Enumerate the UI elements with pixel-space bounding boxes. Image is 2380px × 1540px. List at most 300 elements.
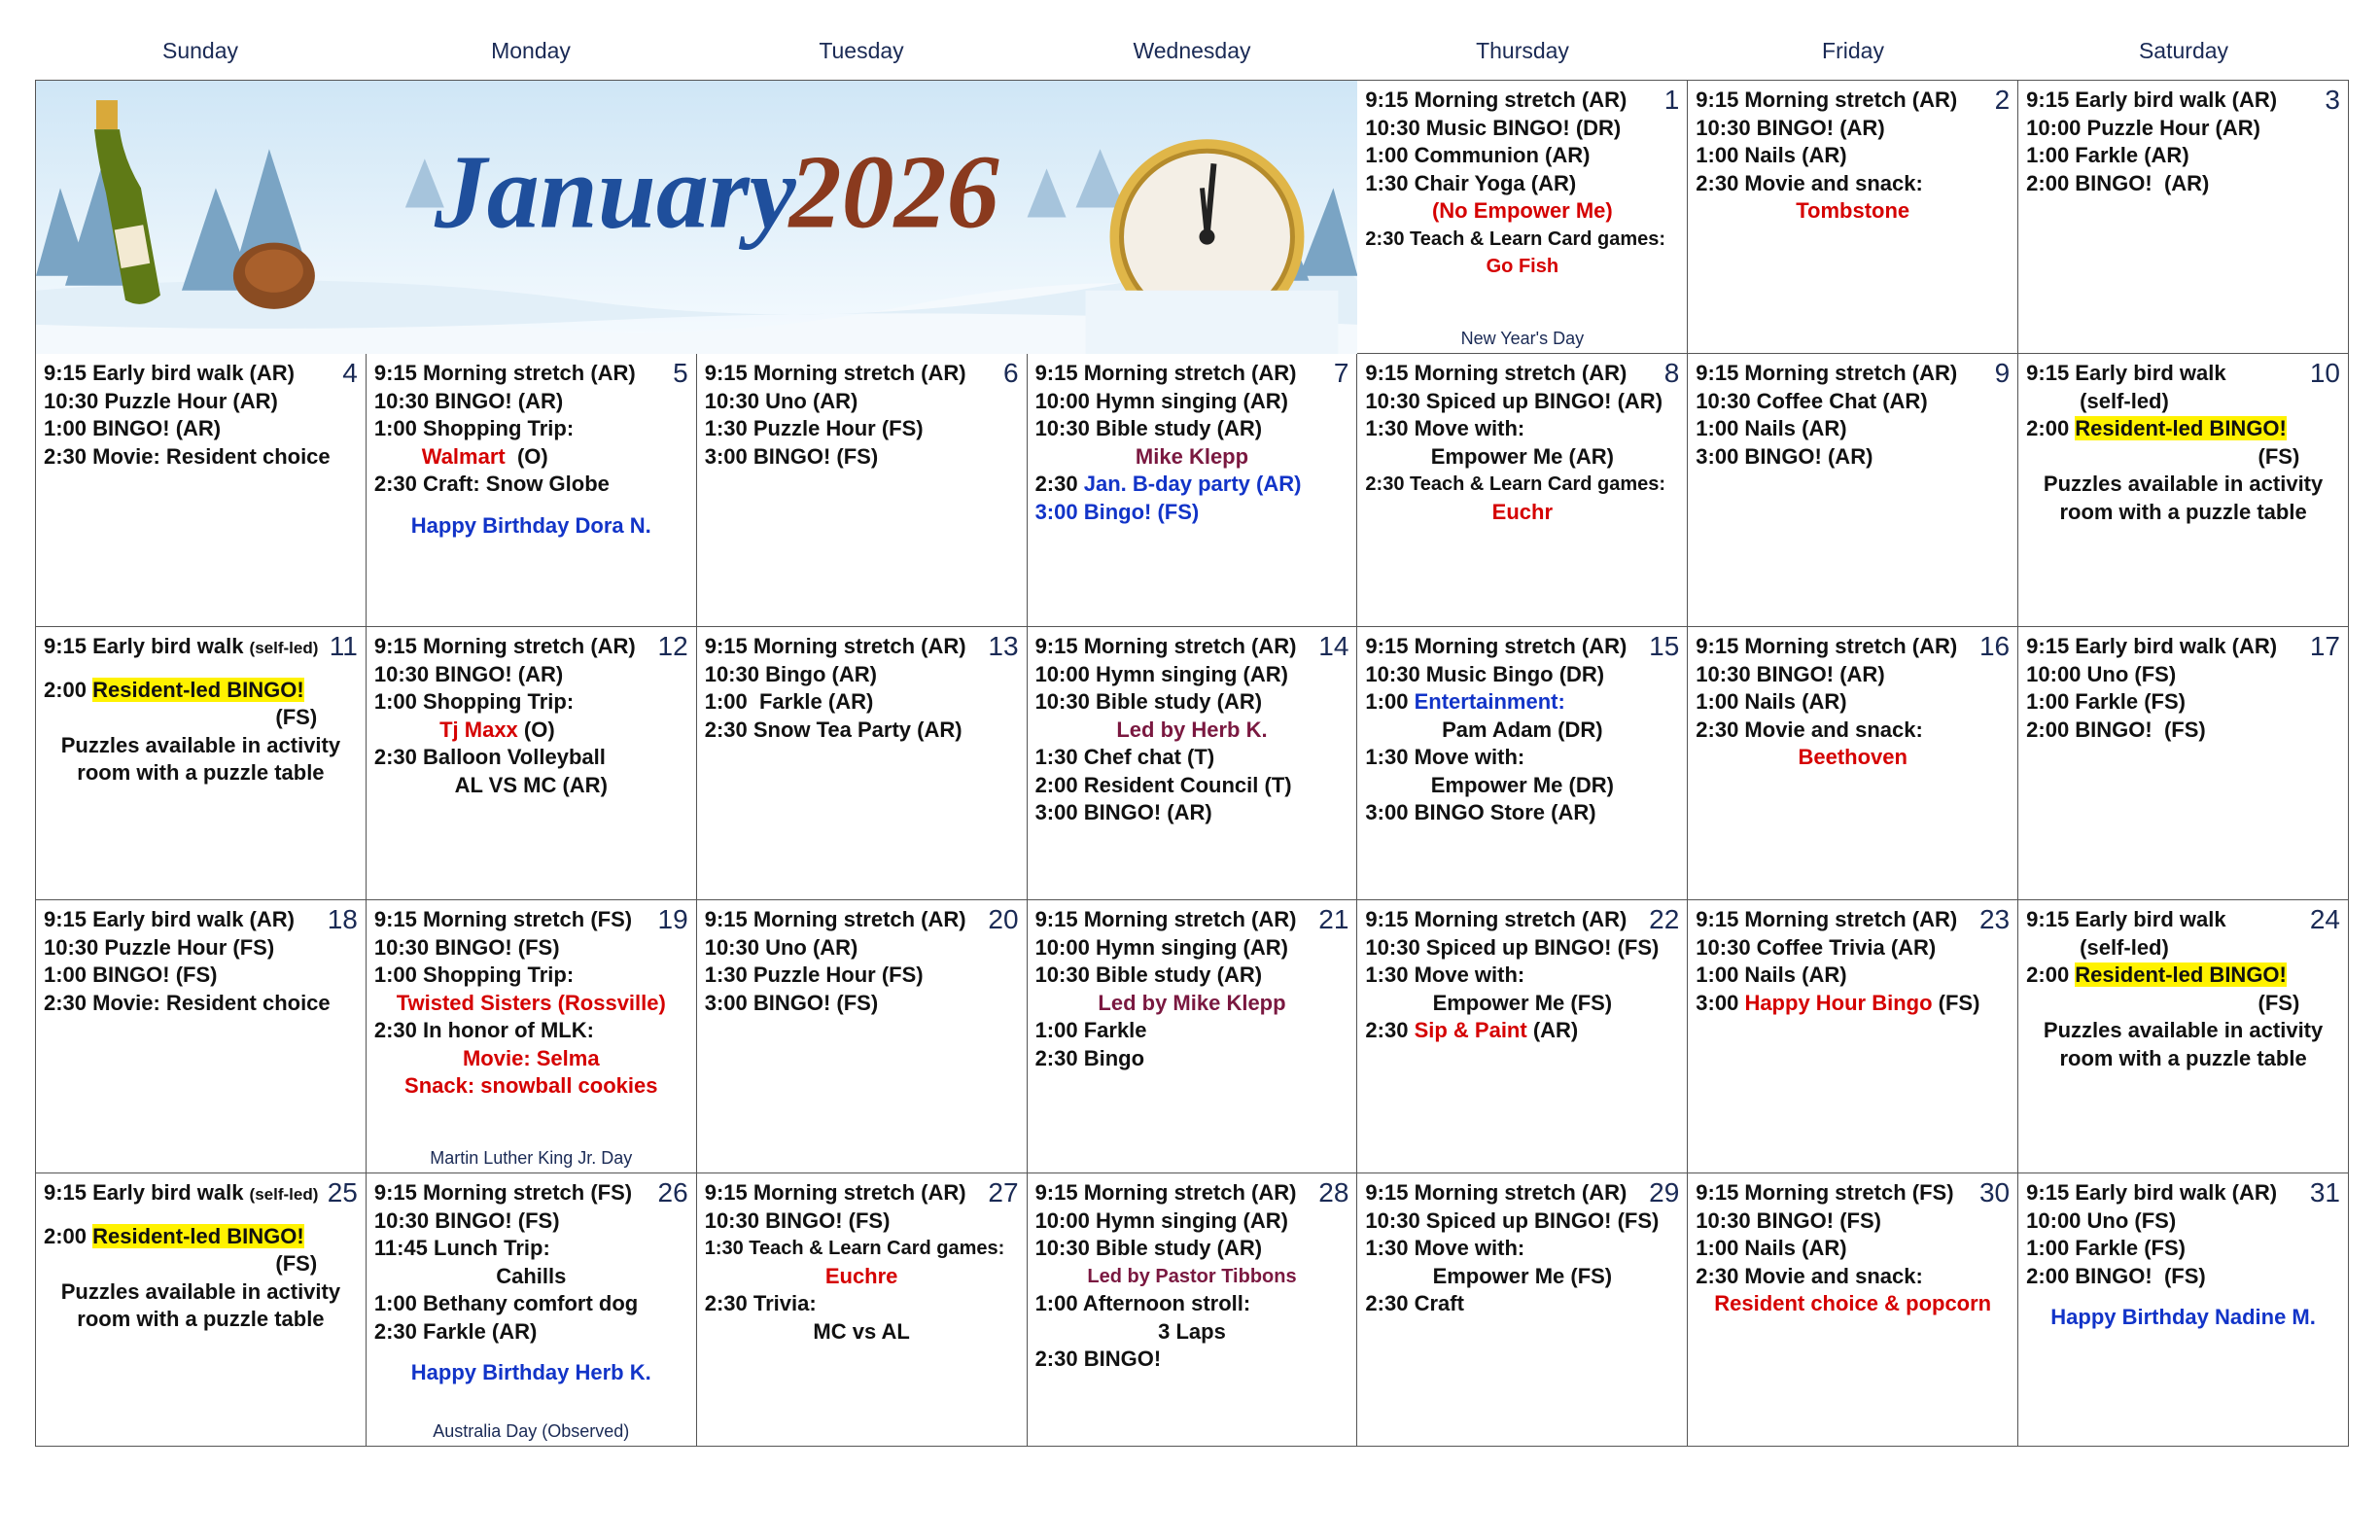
day-cell bbox=[1357, 900, 1688, 1173]
event-line bbox=[2026, 443, 2340, 472]
event-line bbox=[705, 661, 1019, 689]
event-text: 2:30 Balloon Volleyball bbox=[373, 745, 606, 769]
event-text: (FS) bbox=[44, 1251, 318, 1276]
event-text: 9:15 Morning stretch (AR) bbox=[704, 361, 966, 385]
event-text: 10:30 Bible study (AR) bbox=[1034, 962, 1263, 987]
day-cell bbox=[697, 900, 1028, 1173]
event-line bbox=[1365, 197, 1679, 226]
event-text: 1:00 Nails (AR) bbox=[1696, 1236, 1847, 1260]
event-text: 10:30 Puzzle Hour (AR) bbox=[44, 388, 278, 413]
event-line bbox=[1365, 906, 1679, 934]
event-text: 10:30 Coffee Trivia (AR) bbox=[1696, 934, 1937, 960]
event-line bbox=[2026, 388, 2340, 416]
event-line bbox=[2026, 661, 2340, 689]
event-line bbox=[1696, 1235, 2010, 1263]
day-cell bbox=[367, 1173, 697, 1447]
event-text: (O) bbox=[517, 717, 555, 742]
event-text: (FS) bbox=[2026, 443, 2300, 469]
event-line bbox=[705, 415, 1019, 443]
event-text: 1:00 Nails (AR) bbox=[1696, 416, 1847, 440]
day-number: 29 bbox=[1649, 1177, 1680, 1208]
event-line bbox=[2026, 717, 2340, 745]
event-text: 1:30 Chef chat (T) bbox=[1034, 745, 1215, 769]
day-cell bbox=[367, 900, 697, 1173]
weekday-tuesday: Tuesday bbox=[819, 38, 904, 63]
event-text: 1:30 Move with: bbox=[1365, 962, 1525, 987]
day-number: 12 bbox=[657, 631, 688, 661]
event-line bbox=[1365, 499, 1679, 527]
event-text: 9:15 Early bird walk (AR) bbox=[44, 907, 295, 931]
day-number: 27 bbox=[988, 1177, 1019, 1208]
event-text: 1:30 Move with: bbox=[1365, 416, 1525, 440]
event-text: 1:00 Farkle (FS) bbox=[2026, 1236, 2186, 1260]
event-line bbox=[2026, 1235, 2340, 1263]
event-line bbox=[1035, 1045, 1349, 1073]
event-text: 9:15 Morning stretch (AR) bbox=[1696, 634, 1958, 658]
day-cell bbox=[1688, 354, 2018, 627]
event-line bbox=[1035, 471, 1349, 499]
event-line bbox=[44, 990, 358, 1018]
event-text: 10:00 Hymn singing (AR) bbox=[1034, 1208, 1288, 1233]
spacer bbox=[44, 1209, 358, 1223]
event-text: Mike Klepp bbox=[1135, 443, 1249, 469]
event-text: 9:15 Early bird walk bbox=[44, 634, 250, 658]
day-number: 28 bbox=[1318, 1177, 1349, 1208]
event-line bbox=[1035, 388, 1349, 416]
event-text: 9:15 Early bird walk (AR) bbox=[2026, 634, 2278, 658]
day-number: 15 bbox=[1649, 631, 1680, 661]
event-text: Puzzles available in activity bbox=[2043, 1018, 2324, 1042]
day-number: 20 bbox=[988, 904, 1019, 934]
day-cell bbox=[2018, 900, 2349, 1173]
event-text: 9:15 Morning stretch (AR) bbox=[1034, 907, 1297, 931]
event-line bbox=[374, 717, 688, 745]
event-line bbox=[1365, 142, 1679, 170]
event-line bbox=[1365, 1263, 1679, 1291]
event-text: Led by Herb K. bbox=[1116, 717, 1268, 742]
event-line bbox=[1365, 115, 1679, 143]
event-line bbox=[374, 744, 688, 772]
event-text: Snack: snowball cookies bbox=[404, 1073, 658, 1098]
event-text: 9:15 Early bird walk bbox=[2026, 907, 2226, 931]
event-line bbox=[374, 388, 688, 416]
event-text: 9:15 Morning stretch (AR) bbox=[704, 907, 966, 931]
event-text: 2:30 bbox=[1365, 1018, 1415, 1042]
event-text: 1:00 Shopping Trip: bbox=[373, 416, 575, 440]
event-line bbox=[44, 1223, 358, 1251]
day-cell bbox=[1357, 81, 1688, 354]
event-line bbox=[1696, 934, 2010, 962]
event-text: 10:30 Bingo (AR) bbox=[704, 661, 877, 686]
day-number: 2 bbox=[1994, 85, 2011, 115]
event-text: Movie: Selma bbox=[462, 1045, 600, 1070]
event-text: 11:45 Lunch Trip: bbox=[373, 1236, 550, 1260]
day-cell bbox=[36, 900, 367, 1173]
event-line bbox=[1035, 415, 1349, 443]
event-line bbox=[2026, 499, 2340, 527]
event-text: Resident-led BINGO! bbox=[92, 677, 304, 702]
event-line bbox=[374, 443, 688, 472]
event-text: 2:30 Teach & Learn Card games: bbox=[1365, 473, 1666, 495]
event-text: 10:30 Spiced up BINGO! (AR) bbox=[1365, 388, 1663, 413]
event-text: 2:30 In honor of MLK: bbox=[373, 1018, 594, 1042]
event-line bbox=[1696, 990, 2010, 1018]
event-text: Entertainment: bbox=[1414, 689, 1565, 714]
event-line bbox=[2026, 1208, 2340, 1236]
event-line bbox=[44, 360, 358, 388]
event-text: 10:30 Bible study (AR) bbox=[1034, 416, 1263, 440]
event-line bbox=[1035, 1263, 1349, 1291]
event-line bbox=[705, 1179, 1019, 1208]
event-text: 2:30 Movie: Resident choice bbox=[44, 443, 331, 469]
event-line bbox=[1035, 1179, 1349, 1208]
event-line bbox=[2026, 1263, 2340, 1291]
event-text: 2:00 bbox=[44, 677, 93, 702]
event-text: Tj Maxx bbox=[439, 717, 518, 742]
event-line bbox=[374, 1017, 688, 1045]
event-text: 9:15 Morning stretch (AR) bbox=[1365, 634, 1628, 658]
event-text: room with a puzzle table bbox=[77, 760, 325, 785]
event-line bbox=[1365, 471, 1679, 499]
event-line bbox=[1365, 1290, 1679, 1318]
event-line bbox=[1696, 633, 2010, 661]
event-line bbox=[1365, 990, 1679, 1018]
event-text: 2:30 Movie: Resident choice bbox=[44, 990, 331, 1015]
event-line bbox=[705, 633, 1019, 661]
weekday-friday: Friday bbox=[1822, 38, 1884, 63]
event-line bbox=[44, 1179, 358, 1209]
event-line bbox=[1035, 1017, 1349, 1045]
event-line bbox=[705, 1208, 1019, 1236]
event-line bbox=[705, 1235, 1019, 1263]
event-text: 1:00 bbox=[1365, 689, 1415, 714]
spacer bbox=[2026, 1290, 2340, 1304]
event-text: Empower Me (AR) bbox=[1430, 443, 1614, 469]
weekday-header bbox=[35, 29, 2349, 72]
event-text: 10:00 Hymn singing (AR) bbox=[1034, 388, 1288, 413]
event-text: 9:15 Morning stretch (AR) bbox=[1365, 88, 1628, 112]
event-line bbox=[44, 443, 358, 472]
event-line bbox=[2026, 990, 2340, 1018]
day-cell bbox=[36, 354, 367, 627]
calendar-grid bbox=[35, 80, 2349, 1447]
event-line bbox=[374, 1263, 688, 1291]
event-line bbox=[2026, 1304, 2340, 1332]
event-text: 9:15 Morning stretch (AR) bbox=[1365, 907, 1628, 931]
event-text: 10:30 Spiced up BINGO! (FS) bbox=[1365, 1208, 1660, 1233]
day-cell bbox=[1688, 81, 2018, 354]
event-text: 10:30 BINGO! (AR) bbox=[1696, 115, 1885, 140]
day-cell bbox=[1028, 354, 1358, 627]
day-cell bbox=[1357, 1173, 1688, 1447]
event-text: 2:30 Teach & Learn Card games: bbox=[1365, 228, 1666, 250]
event-text: (self-led) bbox=[249, 1185, 319, 1204]
event-line bbox=[2026, 170, 2340, 198]
event-text: (self-led) bbox=[2026, 934, 2169, 960]
day-cell bbox=[2018, 81, 2349, 354]
event-line bbox=[1035, 1208, 1349, 1236]
day-cell bbox=[367, 354, 697, 627]
day-number: 30 bbox=[1978, 1177, 2011, 1208]
event-text: 2:30 Farkle (AR) bbox=[373, 1318, 538, 1344]
event-line bbox=[1365, 1017, 1679, 1045]
event-text: Resident-led BINGO! bbox=[92, 1223, 304, 1248]
event-text: 10:30 BINGO! (AR) bbox=[373, 661, 564, 686]
event-text: Euchre bbox=[824, 1263, 898, 1288]
event-line bbox=[374, 633, 688, 661]
day-number: 9 bbox=[1994, 358, 2011, 388]
event-line bbox=[1365, 87, 1679, 115]
event-line bbox=[1035, 1346, 1349, 1374]
event-line bbox=[1035, 744, 1349, 772]
event-line bbox=[2026, 633, 2340, 661]
banner-month: January bbox=[434, 134, 796, 251]
event-text: 9:15 Morning stretch (AR) bbox=[373, 361, 636, 385]
event-text: Cahills bbox=[496, 1263, 567, 1288]
day-cell bbox=[697, 1173, 1028, 1447]
day-cell bbox=[1028, 1173, 1358, 1447]
event-line bbox=[44, 388, 358, 416]
event-text: Resident-led BINGO! bbox=[2075, 962, 2287, 987]
event-text: 9:15 Morning stretch (AR) bbox=[1696, 907, 1958, 931]
event-text: 1:30 Chair Yoga (AR) bbox=[1365, 170, 1577, 195]
event-text: (AR) bbox=[1526, 1018, 1579, 1042]
event-text: 9:15 Early bird walk bbox=[2026, 361, 2226, 385]
event-text: 10:30 BINGO! (FS) bbox=[1696, 1208, 1881, 1233]
event-text: (No Empower Me) bbox=[1431, 198, 1613, 223]
event-text: room with a puzzle table bbox=[2059, 1045, 2307, 1070]
spacer bbox=[374, 499, 688, 512]
event-line bbox=[705, 962, 1019, 990]
event-text: (FS) bbox=[2026, 990, 2300, 1015]
day-number: 14 bbox=[1318, 631, 1349, 661]
event-line bbox=[1696, 197, 2010, 226]
event-line bbox=[2026, 934, 2340, 962]
event-line bbox=[1035, 934, 1349, 962]
day-number: 23 bbox=[1978, 904, 2011, 934]
event-text: 1:30 Puzzle Hour (FS) bbox=[704, 416, 924, 440]
event-text: 2:00 bbox=[44, 1223, 93, 1248]
day-number: 25 bbox=[327, 1177, 358, 1208]
month-banner bbox=[36, 81, 1357, 354]
event-text: Sip & Paint bbox=[1414, 1018, 1527, 1042]
event-text: Euchr bbox=[1491, 499, 1554, 524]
weekday-thursday: Thursday bbox=[1476, 38, 1569, 63]
event-text: 2:30 Craft bbox=[1365, 1291, 1464, 1315]
event-text: (self-led) bbox=[2026, 388, 2169, 413]
event-text: 9:15 Morning stretch (AR) bbox=[1034, 634, 1297, 658]
event-line bbox=[2026, 1017, 2340, 1045]
event-text: 9:15 Morning stretch (AR) bbox=[1696, 88, 1958, 112]
event-text: 1:30 Move with: bbox=[1365, 745, 1525, 769]
event-text: 9:15 Morning stretch (AR) bbox=[1034, 1180, 1297, 1205]
day-number: 1 bbox=[1663, 85, 1680, 115]
event-line bbox=[705, 990, 1019, 1018]
event-line bbox=[374, 990, 688, 1018]
day-number: 19 bbox=[657, 904, 688, 934]
day-cell bbox=[2018, 354, 2349, 627]
event-line bbox=[1696, 415, 2010, 443]
event-line bbox=[2026, 1179, 2340, 1208]
weekday-wednesday: Wednesday bbox=[1133, 38, 1251, 63]
event-text: 10:00 Hymn singing (AR) bbox=[1034, 661, 1288, 686]
event-line bbox=[374, 1045, 688, 1073]
event-text: 9:15 Early bird walk (AR) bbox=[2026, 1180, 2278, 1205]
event-line bbox=[44, 962, 358, 990]
day-number: 26 bbox=[657, 1177, 688, 1208]
day-cell bbox=[1688, 900, 2018, 1173]
event-line bbox=[1696, 1179, 2010, 1208]
event-text: 3:00 BINGO! (FS) bbox=[704, 990, 879, 1015]
event-line bbox=[1696, 115, 2010, 143]
event-line bbox=[1696, 1263, 2010, 1291]
event-line bbox=[1365, 415, 1679, 443]
event-text: 9:15 Morning stretch (FS) bbox=[373, 1180, 633, 1205]
day-cell bbox=[1357, 627, 1688, 900]
event-line bbox=[374, 1072, 688, 1101]
event-line bbox=[1696, 142, 2010, 170]
event-text: 9:15 Morning stretch (FS) bbox=[373, 907, 633, 931]
holiday-label: Martin Luther King Jr. Day bbox=[430, 1148, 633, 1168]
event-line bbox=[2026, 115, 2340, 143]
event-text: 2:00 BINGO! (AR) bbox=[2026, 170, 2210, 195]
event-text: 1:00 Shopping Trip: bbox=[373, 689, 575, 714]
event-line bbox=[1035, 962, 1349, 990]
event-line bbox=[1365, 360, 1679, 388]
event-line bbox=[374, 772, 688, 800]
event-line bbox=[705, 1263, 1019, 1291]
event-text: 3:00 BINGO Store (AR) bbox=[1365, 800, 1596, 824]
event-text: 9:15 Morning stretch (AR) bbox=[1365, 1180, 1628, 1205]
event-text: 1:00 Farkle bbox=[1034, 1018, 1147, 1042]
event-text: Led by Mike Klepp bbox=[1098, 990, 1286, 1015]
event-line bbox=[44, 906, 358, 934]
event-text: 10:00 Hymn singing (AR) bbox=[1034, 934, 1288, 960]
event-line bbox=[705, 717, 1019, 745]
event-line bbox=[1365, 633, 1679, 661]
event-line bbox=[44, 759, 358, 788]
event-text: 1:00 Nails (AR) bbox=[1696, 962, 1847, 987]
event-line bbox=[1365, 744, 1679, 772]
event-line bbox=[374, 1179, 688, 1208]
event-line bbox=[1365, 1235, 1679, 1263]
event-text: 1:00 Nails (AR) bbox=[1696, 143, 1847, 167]
event-line bbox=[1035, 1235, 1349, 1263]
event-text: Puzzles available in activity bbox=[2043, 472, 2324, 496]
event-text: 10:30 Coffee Chat (AR) bbox=[1696, 388, 1928, 413]
event-text: 1:00 BINGO! (FS) bbox=[44, 962, 218, 987]
winter-scene-illustration bbox=[36, 81, 1357, 354]
event-text: Empower Me (FS) bbox=[1432, 1263, 1613, 1288]
event-text: 10:30 BINGO! (FS) bbox=[704, 1208, 891, 1233]
event-text: 2:30 bbox=[1034, 472, 1084, 496]
event-line bbox=[1365, 1208, 1679, 1236]
event-text: room with a puzzle table bbox=[2059, 499, 2307, 524]
event-line bbox=[1365, 388, 1679, 416]
event-line bbox=[2026, 688, 2340, 717]
event-line bbox=[1696, 744, 2010, 772]
day-number: 10 bbox=[2309, 358, 2340, 388]
event-text: 1:00 Bethany comfort dog bbox=[373, 1291, 639, 1315]
event-line bbox=[1365, 962, 1679, 990]
event-line bbox=[1696, 962, 2010, 990]
event-text: 2:30 Movie and snack: bbox=[1696, 170, 1923, 195]
event-line bbox=[705, 443, 1019, 472]
event-line bbox=[1035, 772, 1349, 800]
event-text: 2:00 BINGO! (FS) bbox=[2026, 1263, 2206, 1288]
event-text: 1:30 Puzzle Hour (FS) bbox=[704, 962, 924, 987]
event-text: Tombstone bbox=[1796, 198, 1910, 223]
day-number: 5 bbox=[673, 358, 688, 388]
day-number: 4 bbox=[342, 358, 358, 388]
event-line bbox=[2026, 906, 2340, 934]
day-cell bbox=[697, 354, 1028, 627]
event-line bbox=[1696, 443, 2010, 472]
event-text bbox=[374, 444, 422, 469]
event-text: (FS) bbox=[44, 705, 318, 729]
event-line bbox=[2026, 415, 2340, 443]
event-text: 2:30 Snow Tea Party (AR) bbox=[704, 717, 962, 742]
holiday-label: Australia Day (Observed) bbox=[433, 1421, 630, 1441]
event-line bbox=[1365, 443, 1679, 472]
event-text: 9:15 Early bird walk bbox=[44, 1180, 250, 1205]
event-text: 10:00 Uno (FS) bbox=[2026, 661, 2177, 686]
event-line bbox=[1035, 633, 1349, 661]
day-number: 7 bbox=[1333, 358, 1349, 388]
event-line bbox=[1696, 170, 2010, 198]
event-line bbox=[1035, 443, 1349, 472]
event-text: 10:00 Puzzle Hour (AR) bbox=[2026, 115, 2260, 140]
event-text: Pam Adam (DR) bbox=[1442, 717, 1603, 742]
event-line bbox=[1365, 1179, 1679, 1208]
event-text: 1:00 Communion (AR) bbox=[1365, 143, 1591, 167]
event-line bbox=[1696, 1208, 2010, 1236]
event-line bbox=[2026, 142, 2340, 170]
day-cell bbox=[1688, 1173, 2018, 1447]
event-line bbox=[2026, 360, 2340, 388]
event-line bbox=[1365, 661, 1679, 689]
day-number: 13 bbox=[988, 631, 1019, 661]
event-text: 1:00 Farkle (FS) bbox=[2026, 689, 2186, 714]
event-line bbox=[705, 1290, 1019, 1318]
event-line bbox=[44, 1306, 358, 1334]
event-line bbox=[374, 360, 688, 388]
event-line bbox=[44, 677, 358, 705]
day-number: 11 bbox=[329, 631, 358, 661]
event-text: Happy Birthday Herb K. bbox=[410, 1360, 651, 1384]
event-text: 2:30 Movie and snack: bbox=[1696, 1263, 1923, 1288]
event-text: (O) bbox=[505, 443, 548, 469]
event-line bbox=[2026, 1045, 2340, 1073]
event-text: 3:00 BINGO! (AR) bbox=[1696, 443, 1873, 469]
event-line bbox=[1696, 717, 2010, 745]
event-text: Jan. B-day party (AR) bbox=[1083, 472, 1302, 496]
event-text: 2:00 bbox=[2026, 962, 2076, 987]
event-text: 9:15 Morning stretch (AR) bbox=[704, 1180, 966, 1205]
event-line bbox=[705, 906, 1019, 934]
event-line bbox=[1696, 688, 2010, 717]
event-text: 10:30 BINGO! (FS) bbox=[373, 1208, 560, 1233]
day-cell bbox=[1357, 354, 1688, 627]
event-line bbox=[705, 388, 1019, 416]
event-text: 3:00 BINGO! (AR) bbox=[1034, 800, 1212, 824]
event-line bbox=[1696, 388, 2010, 416]
event-text: 10:30 BINGO! (AR) bbox=[373, 388, 564, 413]
event-text: (FS) bbox=[1932, 990, 1980, 1015]
event-text: 3:00 BINGO! (FS) bbox=[704, 443, 879, 469]
event-line bbox=[1365, 688, 1679, 717]
event-line bbox=[705, 360, 1019, 388]
